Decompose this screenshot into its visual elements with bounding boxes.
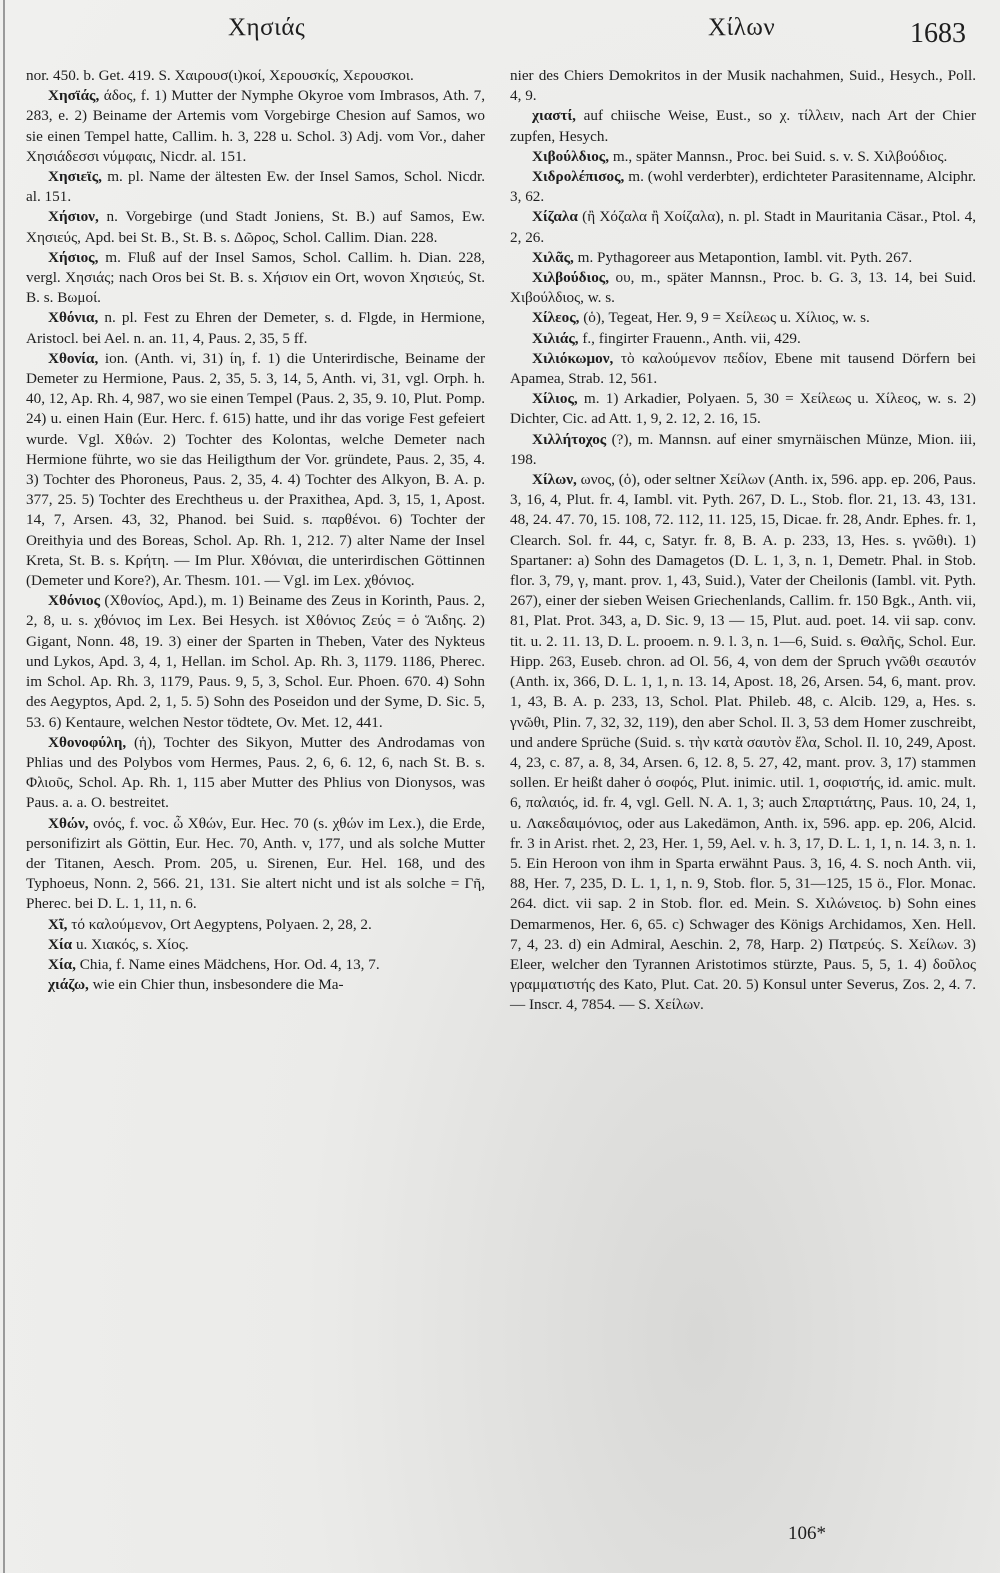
entry-text: ion. (Anth. vi, 31) ίη, f. 1) die Unterirdische, Beiname der Demeter zu Hermione, Paus. 2, 35, 5. 3, 14, 5, Anth. vi, 31, vgl. Orph. h. 40, 12, Ap. Rh. 4, 987, wo sie einen Tempel (Paus. 2, 35, 9. 10, Plut. Pomp. 24) u. einen Hain (Eur. Herc. f. 615) hatte, und ihr das vorige Fest gefeiert wurde. Vgl. Χθών. 2) Tochter des Kolontas, welche Demeter nach Hermione führte, wo sie das Heiligthum der Vor. gründete, Paus. 2, 35, 4. 3) Tochter des Phoroneus, Paus. 2, 35, 4. 4) Tochter des Alkyon, B. A. p. 377, 25. 5) Tochter des Erechtheus u. der Praxithea, Apd. 3, 15, 1, Apost. 14, 7, Arsen. 43, 32, Phanod. bei Suid. s. παρθένοι. 6) Tochter der Oreithyia und des Boreas, Schol. Ap. Rh. 1, 212. 7) alter Name der Insel Kreta, St. B. s. Κρήτη. — Im Plur. Χθόνιαι, die unterirdischen Göttinnen (Demeter und Kore?), Ar. Thesm. 101. — Vgl. im Lex. χθόνιος.: [26, 349, 485, 590]
entry-headword: Χίλων,: [532, 471, 577, 489]
dictionary-entry: [510, 349, 976, 389]
entry-text: m. Pythagoreer aus Metapontion, Iambl. vit. Pyth. 267.: [573, 248, 913, 266]
dictionary-entry: [26, 935, 485, 955]
dictionary-entry: [510, 147, 976, 167]
entry-text: άδος, f. 1) Mutter der Nymphe Okyroe vom Imbrasos, Ath. 7, 283, e. 2) Beiname der Artemis vom Vorgebirge Chesion auf Samos, wo sie einen Tempel hatte, Callim. h. 3, 228 u. Schol. 3) Adj. vom Vor., daher Χησιάδεσσι νύμφαις, Nicdr. al. 151.: [26, 87, 485, 165]
entry-text: τό καλούμενον, Ort Aegyptens, Polyaen. 2, 28, 2.: [67, 915, 372, 933]
entry-headword: Χιλλήτοχος: [532, 430, 607, 448]
entry-headword: Χία: [48, 935, 73, 953]
running-head-right: Χίλων: [708, 14, 776, 41]
entry-headword: Χία,: [48, 955, 76, 973]
dictionary-entry: [26, 955, 485, 975]
entry-text: ονός, f. voc. ὦ Χθών, Eur. Hec. 70 (s. χθών im Lex.), die Erde, personifizirt als Göttin, Eur. Hec. 70, Anth. v, 177, und als solche Mutter der Titanen, Aesch. Prom. 205, u. Sirenen, Eur. Hel. 168, und des Typhoeus, Nonn. 2, 566. 21, 131. Sie altert nicht und ist als solche = Γῆ, Pherec. bei D. L. 1, 11, n. 6.: [26, 814, 485, 913]
dictionary-entry: [510, 268, 976, 308]
entry-headword: Χθών,: [48, 814, 89, 832]
entry-text: auf chiische Weise, Eust., so χ. τίλλειν, nach Art der Chier zupfen, Hesych.: [510, 107, 976, 145]
entry-headword: Χίλιος,: [532, 390, 578, 408]
dictionary-entry: [510, 329, 976, 349]
dictionary-entry: [510, 207, 976, 247]
dictionary-entry: [26, 86, 485, 167]
entry-text: (ἡ), Tochter des Sikyon, Mutter des Androdamas von Phlias und des Polybos vom Hermes, Paus. 2, 6, 6. 12, 6, nach St. B. s. Φλιοῦς, Schol. Ap. Rh. 1, 115 aber Mutter des Phlius von Dionysos, was Paus. a. a. O. bestreitet.: [26, 733, 485, 812]
entry-text: (ἢ Χόζαλα ἢ Χοίζαλα), n. pl. Stadt in Mauritania Cäsar., Ptol. 4, 2, 26.: [510, 208, 976, 246]
entry-text: m. 1) Arkadier, Polyaen. 5, 30 = Χείλεως u. Χίλεος, w. s. 2) Dichter, Cic. ad Att. 1, 9, 2. 12, 2. 16, 15.: [510, 390, 976, 428]
dictionary-entry: [26, 248, 485, 309]
entry-text: nor. 450. b. Get. 419. S. Χαιρουσ(ι)κοί, Χερουσκίς, Χερουσκοι.: [26, 67, 414, 84]
entry-headword: Χιλιόκωμον,: [532, 349, 614, 367]
entry-headword: Χησιεϊς,: [48, 168, 102, 186]
entry-headword: Χθόνια,: [48, 309, 99, 327]
entry-text: m. (wohl verderbter), erdichteter Parasitenname, Alciphr. 3, 62.: [510, 168, 976, 206]
entry-text: m., später Mannsn., Proc. bei Suid. s. v. S. Χιλβούδιος.: [609, 147, 948, 165]
entry-text: m. Fluß auf der Insel Samos, Schol. Callim. h. Dian. 228, vergl. Χησιάς; nach Oros bei St. B. s. Χήσιον ein Ort, wovon Χησιεύς, St. B. s. Βωμοί.: [26, 248, 485, 307]
entry-headword: Χήσιος,: [48, 248, 99, 266]
entry-text: (?), m. Mannsn. auf einer smyrnäischen Münze, Mion. iii, 198.: [510, 430, 976, 468]
dictionary-entry: [510, 248, 976, 268]
entry-headword: Χιλᾶς,: [532, 248, 574, 266]
entry-headword: Χίζαλα: [532, 208, 578, 226]
entry-text: Chia, f. Name eines Mädchens, Hor. Od. 4, 13, 7.: [75, 955, 380, 973]
dictionary-entry: [26, 733, 485, 814]
dictionary-entry: [510, 308, 976, 328]
entry-text: nier des Chiers Demokritos in der Musik nachahmen, Suid., Hesych., Poll. 4, 9.: [510, 67, 976, 105]
dictionary-entry: [26, 207, 485, 247]
dictionary-entry: [510, 389, 976, 429]
entry-headword: Χιλιάς,: [532, 329, 579, 347]
entry-text: m. pl. Name der ältesten Ew. der Insel Samos, Schol. Nicdr. al. 151.: [26, 168, 485, 206]
dictionary-entry: [26, 814, 485, 915]
entry-headword: Χιδρολέπισος,: [532, 168, 625, 186]
entry-headword: χιαστί,: [532, 107, 576, 125]
dictionary-entry: [26, 66, 485, 86]
entry-headword: Χησϊάς,: [48, 87, 100, 105]
dictionary-entry: [510, 66, 976, 106]
entry-headword: Χιβούλδιος,: [532, 147, 610, 165]
entry-text: n. pl. Fest zu Ehren der Demeter, s. d. Flgde, in Hermione, Aristocl. bei Ael. n. an. 11, 4, Paus. 2, 35, 5 ff.: [26, 309, 485, 347]
dictionary-entry: [26, 308, 485, 348]
entry-text: ου, m., später Mannsn., Proc. b. G. 3, 13. 14, bei Suid. Χιβούλδιος, w. s.: [510, 269, 976, 307]
dictionary-entry: [510, 106, 976, 146]
right-column: [510, 66, 976, 1016]
entry-headword: Χθόνιος: [48, 592, 100, 610]
entry-headword: Χθονία,: [48, 349, 99, 367]
left-column: [26, 66, 485, 995]
entry-text: (Χθονίος, Apd.), m. 1) Beiname des Zeus in Korinth, Paus. 2, 2, 8, u. s. χθόνιος im Lex. Bei Hesych. ist Χθόνιος Ζεύς = ὁ Ἅιδης. 2) Gigant, Nonn. 48, 19. 3) einer der Sparten in Theben, Vater des Nykteus und Lykos, Apd. 3, 4, 1, Hellan. im Schol. Ap. Rh. 3, 1179. 1186, Pherec. im Schol. Ap. Rh. 3, 1179, Paus. 9, 5, 3, Schol. Eur. Phoen. 670. 4) Sohn des Aegyptos, Apd. 2, 1, 5. 5) Sohn des Poseidon und der Syme, D. Sic. 5, 53. 6) Kentaure, welchen Nestor tödtete, Ov. Met. 12, 441.: [26, 592, 485, 731]
page-edge-shadow: [3, 0, 5, 1573]
dictionary-entry: [26, 349, 485, 591]
entry-text: τὸ καλούμενον πεδίον, Ebene mit tausend Dörfern bei Apamea, Strab. 12, 561.: [510, 349, 976, 388]
dictionary-entry: [510, 470, 976, 1015]
entry-headword: Χιλβούδιος,: [532, 269, 610, 287]
dictionary-entry: [26, 167, 485, 207]
dictionary-entry: [26, 915, 485, 935]
entry-headword: Χῖ,: [48, 915, 68, 933]
entry-headword: Χθονοφύλη,: [48, 733, 127, 751]
dictionary-entry: [510, 430, 976, 470]
dictionary-entry: [26, 591, 485, 732]
signature-mark: 106*: [788, 1523, 826, 1544]
entry-text: n. Vorgebirge (und Stadt Joniens, St. B.) auf Samos, Ew. Χησιεύς, Apd. bei St. B., St. B. s. Δῶρος, Schol. Callim. Dian. 228.: [26, 208, 485, 246]
entry-text: u. Χιακός, s. Χίος.: [72, 935, 189, 953]
entry-text: ωνος, (ὁ), oder seltner Χείλων (Anth. ix, 596. app. ep. 206, Paus. 3, 16, 4, Plut. fr. 4, Iambl. vit. Pyth. 267, D. L., Stob. flor. 21, 13. 43, 131. 48, 24. 47. 70, 15. 108, 72. 112, 11. 125, 15, Dicae. fr. 28, Andr. Ephes. fr. 1, Clearch. Sol. fr. 44, c, Satyr. fr. 8, B. A. p. 233, 13, Hes. s. γνῶθι). 1) Spartaner: a) Sohn des Damagetos (D. L. 1, 3, n. 1, Demetr. Phal. in Stob. flor. 3, 79, γ, mant. prov. 1, 43, Suid.), Vater der Cheilonis (Iambl. vit. Pyth. 267), einer der sieben Weisen Griechenlands, Callim. fr. 150 Bgk., Anth. vii, 81, Plat. Prot. 343, a, D. Sic. 9, 13 — 15, Plut. aud. poet. 14. vii sap. conv. tit. u. 2. 11. 13, D. L. prooem. n. 9. l. 3, n. 1—6, Suid. s. Θαλῆς, Schol. Eur. Hipp. 263, Euseb. chron. ad Ol. 56, 4, von dem der Spruch γνῶθι σεαυτόν (Anth. ix, 366, D. L. 1, 1, n. 13. 14, Apost. 18, 26, Arsen. 54, 6, mant. prov. 1, 43, B. A. p. 233, 13, Schol. Plat. Phileb. 48, c. Alcib. 129, a, Hes. s. γνῶθι, Plin. 7, 32, 32, 119), den aber Schol. Il. 3, 53 dem Homer zuschreibt, und andere Sprüche (Suid. s. τὴν κατὰ σαυτὸν ἔλα, Schol. Il. 10, 249, Apost. 4, 23, c. 87, a. 8, 34, Arsen. 6, 12. 8, 5. 27, 42, mant. prov. 3, 17) stammen sollen. Er heißt daher ὁ σοφός, Plut. inimic. util. 1, σοφιστής, id. amic. mult. 6, παλαιός, id. fr. 4, vgl. Gell. N. A. 1, 3; auch Σπαρτιάτης, Paus. 10, 24, 1, u. Λακεδαιμόνιος, oder aus Lakedämon, Anth. ix, 596. app. ep. 206, Alcid. fr. 3 in Arist. rhet. 2, 23, Her. 1, 59, Ael. v. h. 3, 17, D. L. 1, 1, n. 14. 3, n. 1. 5. Ein Heroon von ihm in Sparta erwähnt Paus. 3, 16, 4. S. noch Anth. vii, 88, Her. 7, 235, D. L. 1, 1, n. 9, Stob. flor. 5, 31—125, 15 ö., Flor. Monac. 264. dict. vii sap. 2 in Stob. flor. ed. Mein. S. Χιλώνειος. b) Sohn eines Demarmenos, Her. 6, 65. c) Schwager des Königs Archidamos, Xen. Hell. 7, 4, 23. d) ein Admiral, Aeschin. 2, 78, Harp. 2) Πατρεύς. S. Χείλων. 3) Eleer, welcher den Tyrannen Aristotimos stürzte, Paus. 5, 5, 1. 4) δοῦλος γραμματιστής des Kato, Plut. Cat. 20. 5) Konsul unter Severus, Zos. 2, 4. 7. — Inscr. 4, 7854. — S. Χείλων.: [510, 471, 976, 1014]
entry-text: wie ein Chier thun, insbesondere die Ma-: [88, 976, 344, 994]
entry-text: (ὁ), Tegeat, Her. 9, 9 = Χείλεως u. Χίλιος, w. s.: [579, 309, 870, 327]
dictionary-entry: [510, 167, 976, 207]
dictionary-entry: [26, 975, 485, 995]
entry-headword: χιάζω,: [48, 976, 89, 994]
entry-headword: Χήσιον,: [48, 208, 99, 226]
entry-headword: Χίλεος,: [532, 309, 580, 327]
entry-text: f., fingirter Frauenn., Anth. vii, 429.: [578, 329, 801, 347]
running-head-left: Χησιάς: [228, 14, 306, 41]
page-number: 1683: [910, 18, 966, 49]
